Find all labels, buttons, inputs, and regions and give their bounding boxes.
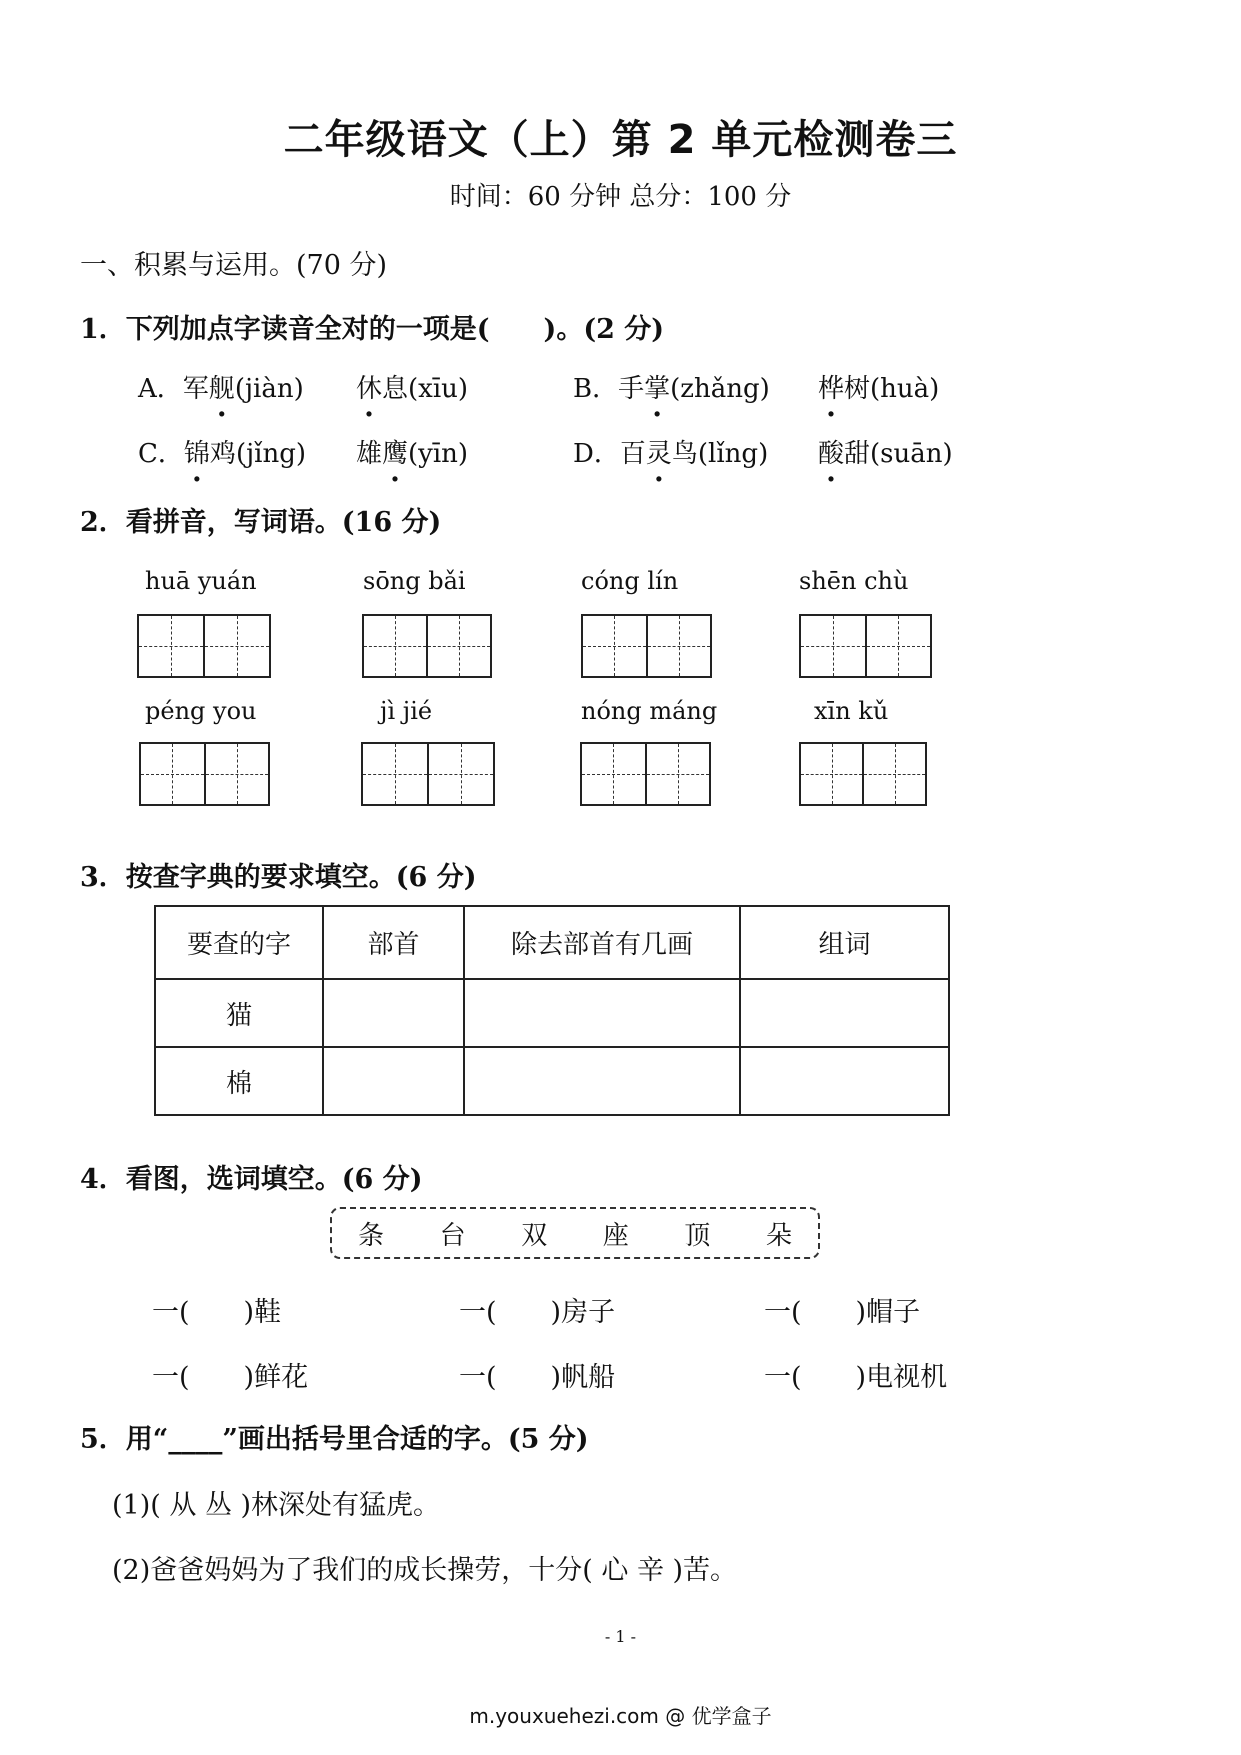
- fill-blank[interactable]: 一( )帆船: [459, 1362, 616, 1393]
- page-number: - 1 -: [604, 1627, 637, 1646]
- question-4-stem: 4．看图，选词填空。(6 分): [80, 1164, 423, 1195]
- answer-cell[interactable]: [464, 979, 740, 1047]
- option-d-word2: 酸甜(suān): [818, 439, 953, 469]
- option-b: B．手掌(zhǎng): [573, 374, 770, 404]
- column-header: 组词: [740, 906, 949, 979]
- fill-blank[interactable]: 一( )房子: [459, 1297, 616, 1328]
- question-2-stem: 2．看拼音，写词语。(16 分): [80, 507, 442, 538]
- word-option: 条: [358, 1220, 385, 1251]
- question-3-stem: 3．按查字典的要求填空。(6 分): [80, 862, 477, 893]
- pinyin-label: shēn chù: [799, 567, 909, 595]
- writing-grid[interactable]: [799, 742, 927, 806]
- writing-grid[interactable]: [580, 742, 711, 806]
- option-b-word2: 桦树(huà): [818, 374, 940, 404]
- option-c-word2: 雄鹰(yīn): [356, 439, 469, 469]
- sentence-1: (1)( 从 丛 )林深处有猛虎。: [112, 1490, 441, 1521]
- table-row: [155, 979, 949, 1047]
- word-option: 台: [439, 1220, 466, 1251]
- pinyin-label: cóng lín: [581, 567, 679, 595]
- page-title: 二年级语文（上）第 2 单元检测卷三: [283, 117, 958, 163]
- answer-cell[interactable]: [323, 1047, 464, 1115]
- option-d: D．百灵鸟(lǐng): [573, 439, 769, 469]
- question-1-stem: 1．下列加点字读音全对的一项是( )。(2 分): [80, 314, 665, 345]
- fill-blank[interactable]: 一( )电视机: [764, 1362, 948, 1393]
- pinyin-label: sōng bǎi: [363, 567, 466, 595]
- exam-info: 时间：60 分钟 总分：100 分: [449, 182, 792, 212]
- writing-grid[interactable]: [799, 614, 932, 678]
- section-heading: 一、积累与运用。(70 分): [80, 250, 388, 281]
- word-option: 朵: [765, 1220, 792, 1251]
- writing-grid[interactable]: [137, 614, 271, 678]
- word-bank: [330, 1207, 820, 1259]
- fill-blank[interactable]: 一( )帽子: [764, 1297, 921, 1328]
- writing-grid[interactable]: [139, 742, 270, 806]
- dictionary-table: [154, 905, 950, 1116]
- answer-cell[interactable]: [740, 979, 949, 1047]
- writing-grid[interactable]: [361, 742, 495, 806]
- fill-blank[interactable]: 一( )鞋: [152, 1297, 282, 1328]
- character-cell: 猫: [155, 979, 323, 1047]
- answer-cell[interactable]: [323, 979, 464, 1047]
- writing-grid[interactable]: [362, 614, 492, 678]
- option-a-word2: 休息(xīu): [356, 374, 469, 404]
- question-5-stem: 5．用“____”画出括号里合适的字。(5 分): [80, 1424, 589, 1455]
- word-option: 双: [521, 1220, 548, 1251]
- column-header: 除去部首有几画: [464, 906, 740, 979]
- word-option: 顶: [684, 1220, 711, 1251]
- option-c: C．锦鸡(jǐng): [138, 439, 306, 469]
- pinyin-label: péng you: [145, 697, 257, 725]
- pinyin-label: nóng máng: [581, 697, 718, 725]
- fill-blank[interactable]: 一( )鲜花: [152, 1362, 309, 1393]
- sentence-2: (2)爸爸妈妈为了我们的成长操劳，十分( 心 辛 )苦。: [112, 1555, 738, 1586]
- answer-cell[interactable]: [464, 1047, 740, 1115]
- column-header: 部首: [323, 906, 464, 979]
- writing-grid[interactable]: [581, 614, 712, 678]
- pinyin-label: jì jié: [380, 697, 433, 725]
- pinyin-label: xīn kǔ: [814, 697, 889, 725]
- table-row: [155, 1047, 949, 1115]
- word-option: 座: [602, 1220, 629, 1251]
- option-a: A．军舰(jiàn): [138, 374, 304, 404]
- character-cell: 棉: [155, 1047, 323, 1115]
- pinyin-label: huā yuán: [145, 567, 257, 595]
- answer-cell[interactable]: [740, 1047, 949, 1115]
- footer-watermark: m.youxuehezi.com @ 优学盒子: [469, 1704, 772, 1728]
- column-header: 要查的字: [155, 906, 323, 979]
